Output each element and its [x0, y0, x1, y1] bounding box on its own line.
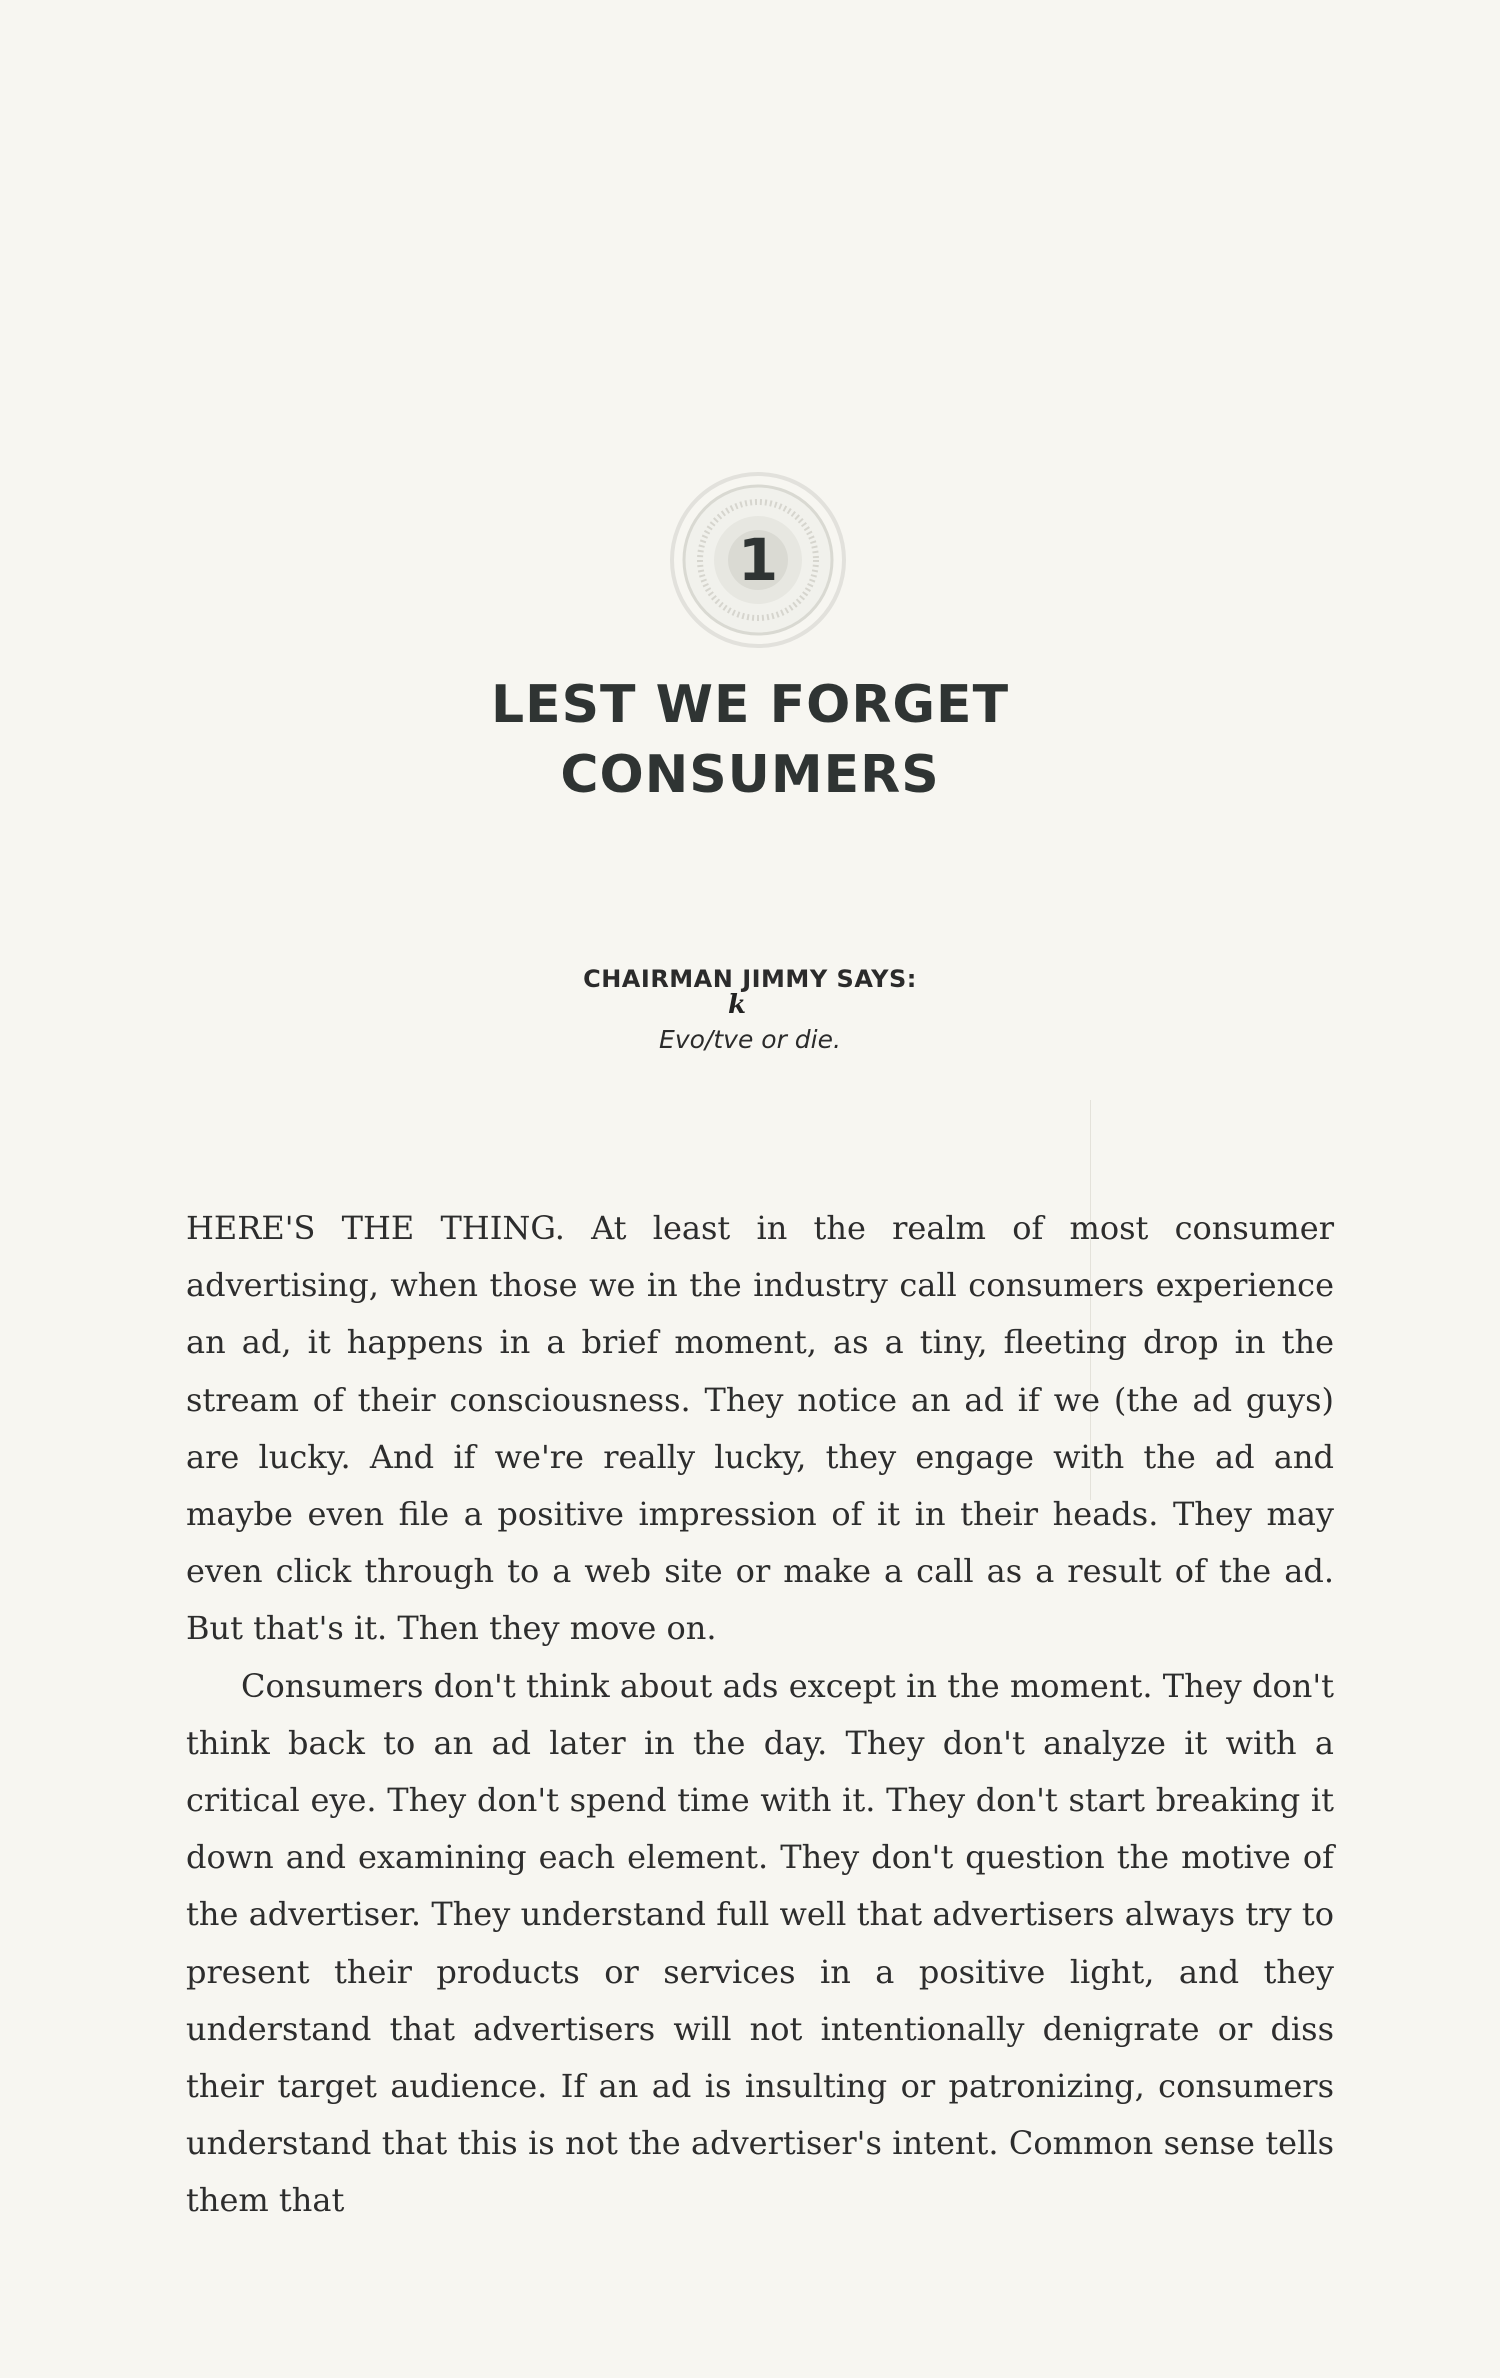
epigraph-heading: CHAIRMAN JIMMY SAYS: — [583, 965, 917, 993]
chapter-badge-graphic — [668, 470, 848, 650]
chapter-body — [186, 1200, 1334, 2230]
chapter-number: 1 — [737, 526, 779, 594]
chapter-title — [0, 670, 1500, 810]
chapter-title-line-1: LEST WE FORGET — [490, 675, 1010, 735]
body-paragraph-2: Consumers don't think about ads except in the moment. They don't think back to an ad later in the day. They don't analyze it with a critical eye. They don't spend time with it. They don't start breaking it down and examining each element. They don't question the motive of the advertiser. They understand full well that advertisers always try to present their products or services in a positive light, and they understand that advertisers will not intentionally denigrate or diss their target audience. If an ad is insulting or patronizing, consumers understand that this is not the advertiser's intent. Common sense tells them that — [186, 1666, 1334, 2220]
body-paragraph-1: HERE'S THE THING. At least in the realm of most consumer advertising, when those we in the industry call consumers experience an ad, it happens in a brief moment, as a tiny, fleeting drop in the stream of their consciousness. They notice an ad if we (the ad guys) are lucky. And if we're really lucky, they engage with the ad and maybe even file a positive impression of it in their heads. They may even click through to a web site or make a call as a result of the ad. But that's it. Then they move on. — [186, 1209, 1334, 1648]
epigraph-quote: Evo/tve or die. — [659, 1025, 841, 1054]
handwritten-correction-mark: k — [728, 990, 747, 1020]
chapter-number-badge — [668, 470, 848, 650]
chapter-title-line-2: CONSUMERS — [560, 745, 940, 805]
